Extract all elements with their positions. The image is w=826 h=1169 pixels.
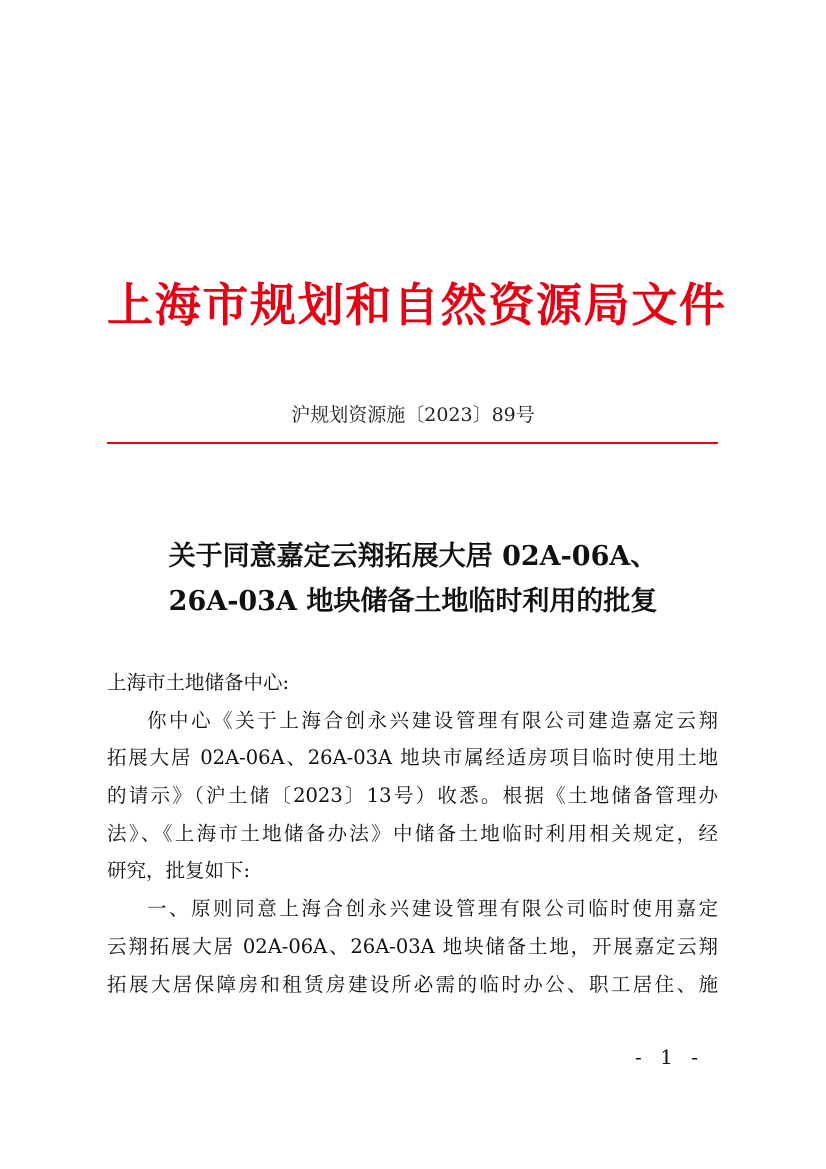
body-line: 你中心《关于上海合创永兴建设管理有限公司建造嘉定云翔: [147, 708, 718, 732]
issuer-title: 上海市规划和自然资源局文件: [107, 278, 725, 332]
body-line: 云翔拓展大居 02A-06A、26A-03A 地块储备土地，开展嘉定云翔: [107, 934, 718, 958]
title-line: 26A-03A 地块储备土地临时利用的批复: [168, 586, 658, 617]
body-line: 法》、《上海市土地储备办法》中储备土地临时利用相关规定，经: [107, 821, 718, 845]
body-line: 研究，批复如下:: [107, 859, 251, 883]
body-line: 一、原则同意上海合创永兴建设管理有限公司临时使用嘉定: [147, 897, 718, 921]
title-line: 关于同意嘉定云翔拓展大居 02A-06A、: [168, 541, 658, 572]
page-number: - 1 -: [635, 1045, 704, 1069]
body-line: 的请示》（沪土储〔2023〕13号）收悉。根据《土地储备管理办: [107, 784, 718, 808]
document-number: 沪规划资源施〔2023〕89号: [291, 404, 535, 426]
document-body: [107, 664, 718, 1003]
salutation: 上海市土地储备中心:: [107, 671, 290, 694]
body-line: 拓展大居 02A-06A、26A-03A 地块市属经适房项目临时使用土地: [107, 746, 718, 770]
body-line: 拓展大居保障房和租赁房建设所必需的临时办公、职工居住、施: [107, 972, 718, 996]
red-divider: [107, 442, 718, 444]
document-title: [0, 534, 826, 624]
